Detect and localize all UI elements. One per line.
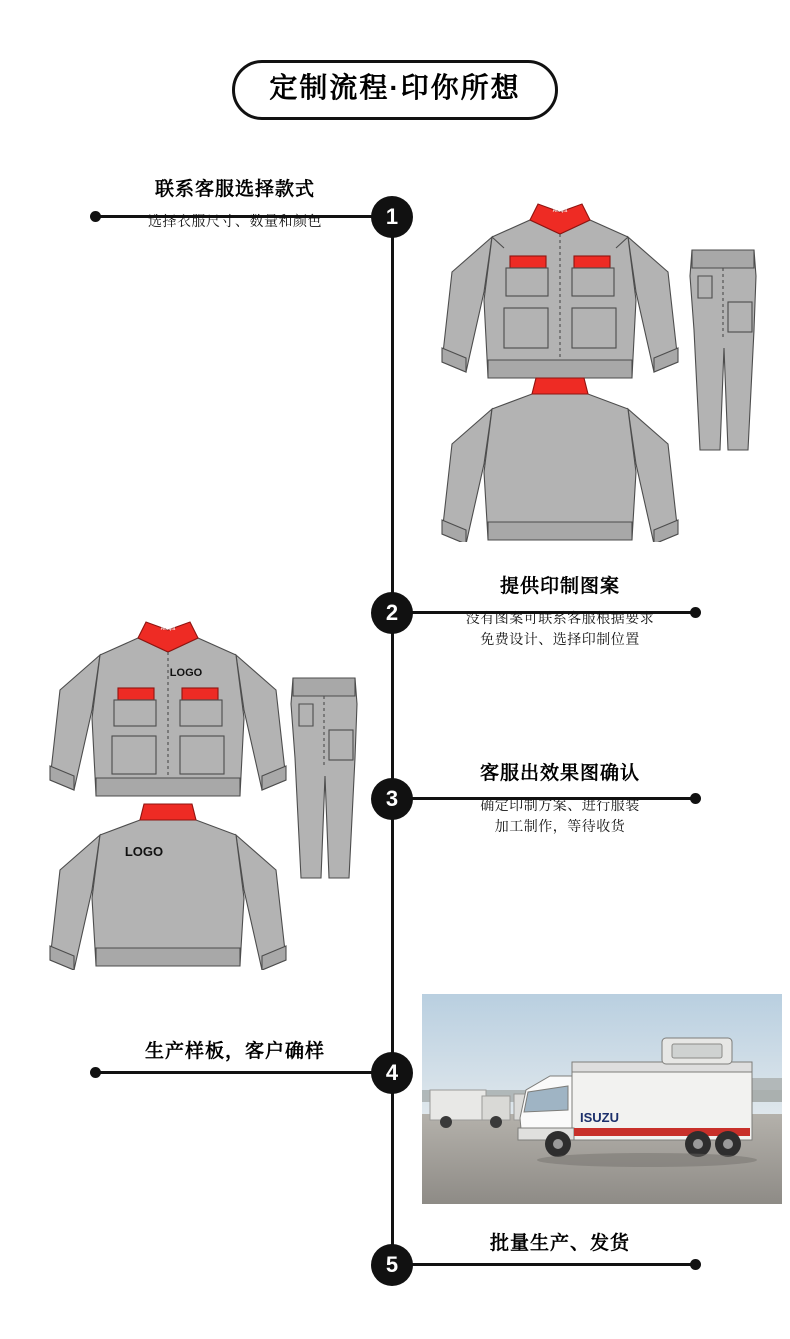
svg-text:Aorqia: Aorqia [160, 626, 176, 632]
connector-line-5 [412, 1263, 695, 1266]
trousers-logo-illustration [291, 678, 357, 878]
page-title: 定制流程·印你所想 [232, 60, 557, 120]
step-text-4 [100, 1040, 370, 1065]
step-title-1: 联系客服选择款式 [154, 179, 315, 200]
logo-print-front: LOGO [169, 667, 203, 679]
connector-dot-5 [690, 1259, 701, 1270]
delivery-truck-photo [422, 994, 782, 1204]
illustration-uniform-set-logo [40, 600, 380, 975]
step-text-2 [420, 575, 700, 651]
step-desc-3-line-2: 加工制作，等待收货 [494, 818, 626, 835]
page-title-container [0, 60, 790, 120]
step-text-1 [100, 178, 370, 232]
step-marker-5: 5 [371, 1244, 413, 1286]
step-marker-2: 2 [371, 592, 413, 634]
step-title-5: 批量生产、发货 [489, 1233, 630, 1254]
svg-text:Aorqia: Aorqia [552, 208, 568, 214]
jacket-front-logo-illustration [50, 622, 286, 796]
step-desc-1-line-1: 选择衣服尺寸、数量和颜色 [148, 212, 322, 229]
connector-line-4 [95, 1071, 375, 1074]
logo-print-back: LOGO [124, 844, 164, 859]
jacket-back-logo-illustration [50, 804, 286, 970]
illustration-uniform-set-plain [432, 182, 772, 547]
step-text-5 [420, 1232, 700, 1257]
step-desc-3-line-1: 确定印制方案、进行服装 [480, 796, 640, 813]
step-desc-2-line-1: 没有图案可联系客服根据要求 [465, 609, 655, 626]
step-title-4: 生产样板，客户确样 [144, 1041, 325, 1062]
jacket-front-illustration [442, 204, 678, 378]
trousers-illustration [690, 250, 756, 450]
connector-dot-4 [90, 1067, 101, 1078]
step-text-3 [420, 762, 700, 838]
step-marker-3: 3 [371, 778, 413, 820]
step-title-3: 客服出效果图确认 [479, 763, 640, 784]
jacket-back-illustration [442, 378, 678, 542]
step-marker-1: 1 [371, 196, 413, 238]
timeline-spine [391, 218, 394, 1278]
step-marker-4: 4 [371, 1052, 413, 1094]
truck-brand-text: ISUZU [580, 1110, 619, 1125]
step-title-2: 提供印制图案 [499, 576, 620, 597]
step-desc-2-line-2: 免费设计、选择印制位置 [480, 631, 640, 648]
